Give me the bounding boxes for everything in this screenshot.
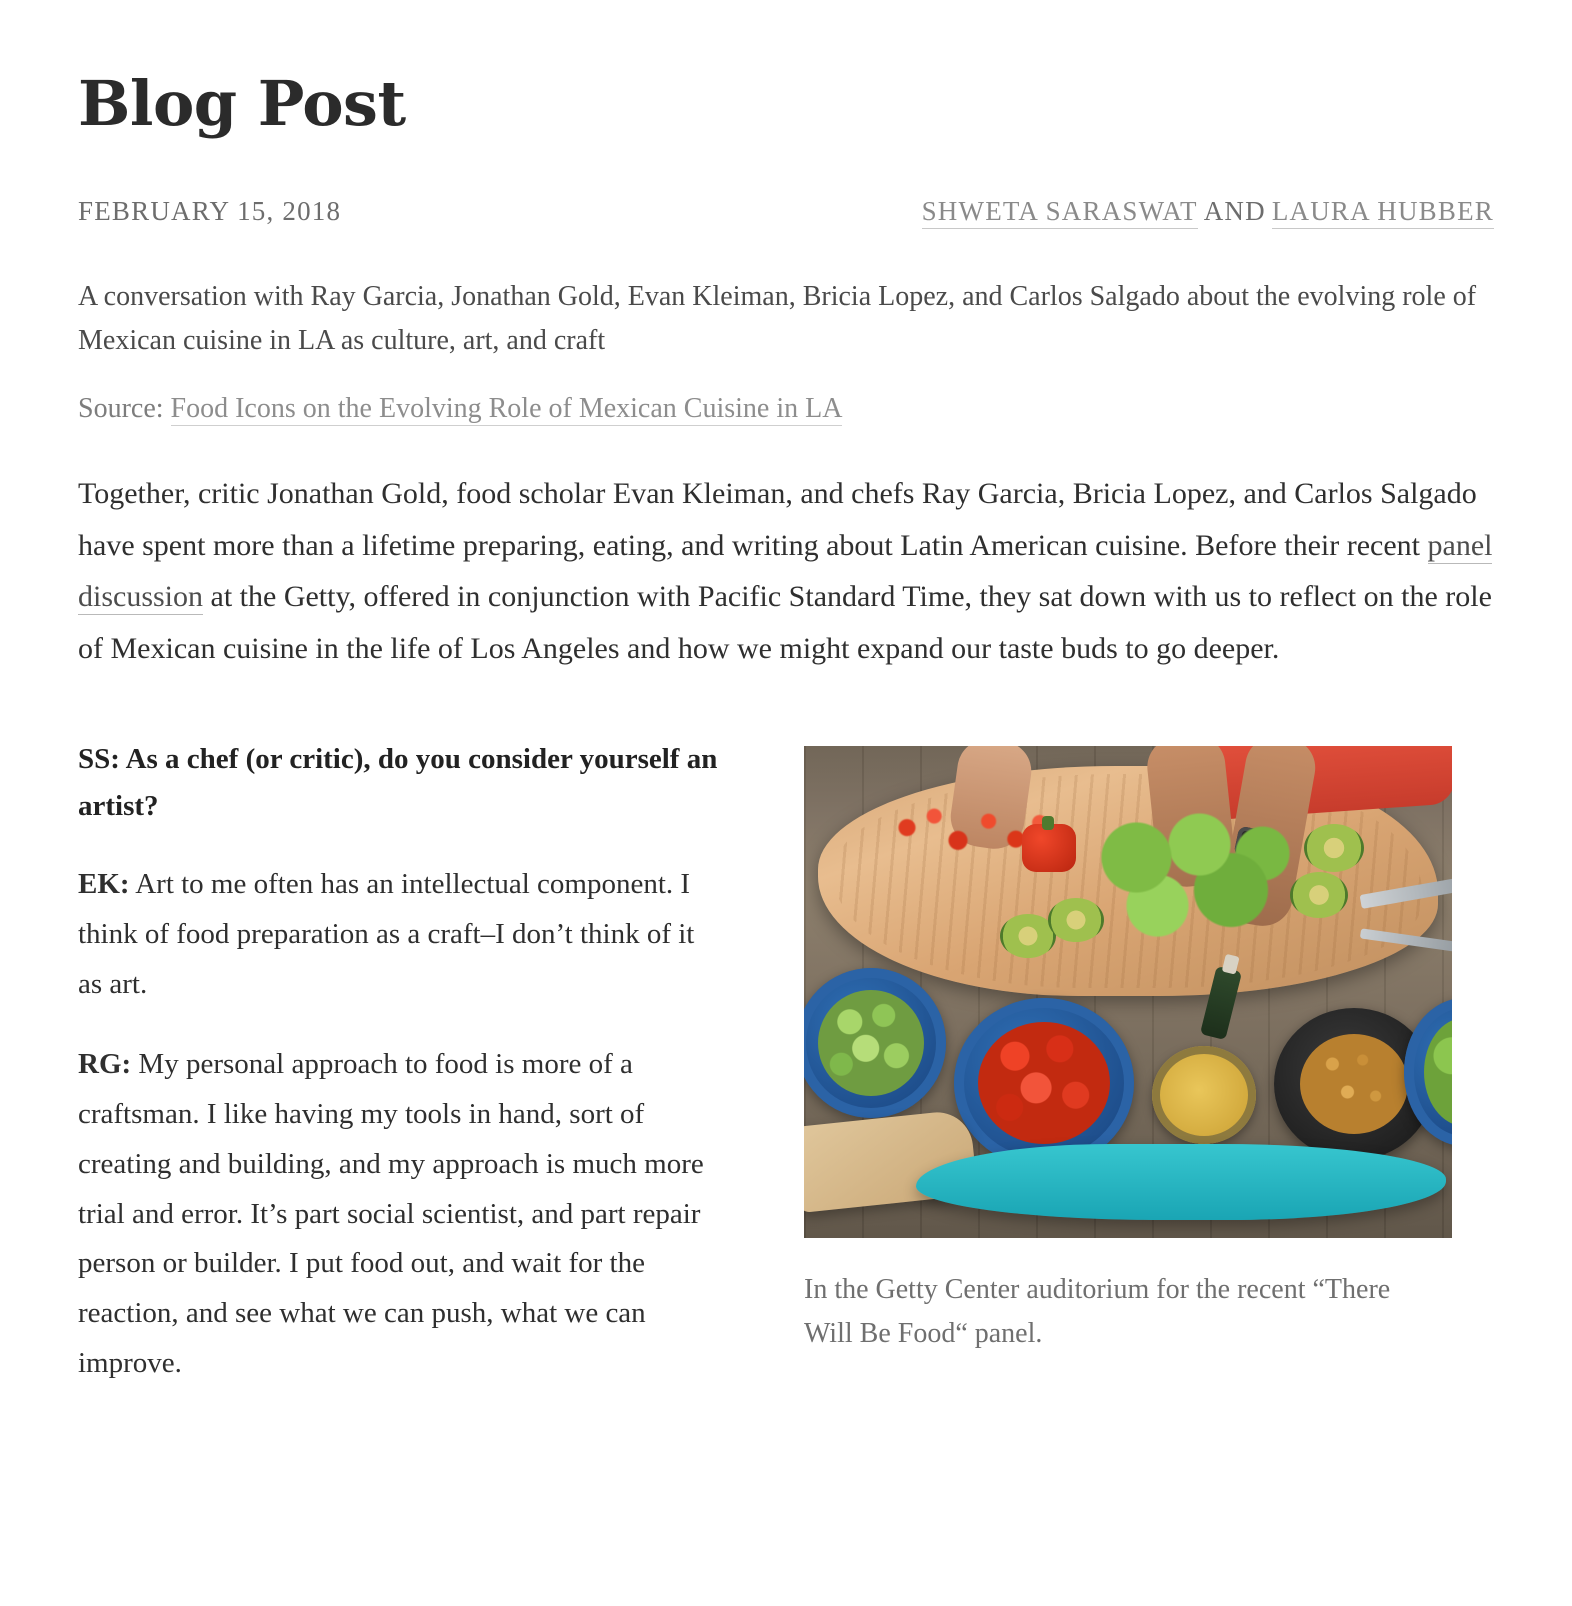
intro-text-part-2: at the Getty, offered in conjunction with Pacific Standard Time, they sat down with us to reflect on the role of Mexican cuisine in the life of Los Angeles and how we might expand our taste buds to go deeper. — [78, 580, 1492, 665]
source-label: Source: — [78, 392, 164, 424]
source-link[interactable]: Food Icons on the Evolving Role of Mexican Cuisine in LA — [170, 392, 843, 424]
bell-pepper — [1022, 824, 1076, 872]
interview-question — [78, 736, 718, 830]
publish-date: FEBRUARY 15, 2018 — [78, 196, 342, 227]
answer-text: My personal approach to food is more of a craftsman. I like having my tools in hand, sort of creating and building, and my approach is much more trial and error. It’s part social scientist, and part repair person or builder. I put food out, and wait for the reaction, and see what we can push, what we can improve. — [78, 1047, 704, 1380]
interview-answer — [78, 860, 718, 1010]
bowl-tomatoes — [954, 998, 1134, 1168]
byline-conjunction: AND — [1203, 196, 1266, 227]
answer-text: Art to me often has an intellectual component. I think of food preparation as a craft–I don’t think of it as art. — [78, 868, 695, 1001]
speaker-initials: EK: — [78, 868, 130, 901]
author-link-2[interactable]: LAURA HUBBER — [1272, 196, 1494, 229]
figure-caption: In the Getty Center auditorium for the recent “There Will Be Food“ panel. — [804, 1274, 1391, 1349]
teal-serving-board — [916, 1144, 1446, 1220]
article-dek: A conversation with Ray Garcia, Jonathan Gold, Evan Kleiman, Bricia Lopez, and Carlos Salgado about the evolving role of Mexican cuisine in LA as culture, art, and craft — [78, 281, 1477, 356]
article-body — [78, 736, 1494, 1419]
author-link-1[interactable]: SHWETA SARASWAT — [922, 196, 1198, 229]
speaker-initials: SS: — [78, 743, 120, 776]
figure-column — [804, 736, 1452, 1355]
interview-column — [78, 736, 718, 1419]
bowl-sauce — [1152, 1046, 1256, 1144]
food-preparation-photo — [804, 746, 1452, 1238]
article-figure — [804, 746, 1452, 1355]
panel-discussion-link[interactable]: panel discussion — [78, 528, 1493, 614]
article-intro — [78, 468, 1494, 674]
source-line — [78, 388, 1494, 430]
question-text: As a chef (or critic), do you consider yourself an artist? — [78, 743, 718, 823]
author-byline — [922, 196, 1494, 227]
interview-answer — [78, 1040, 718, 1389]
speaker-initials: RG: — [78, 1047, 132, 1080]
article-meta — [78, 196, 1494, 227]
intro-text-part-1: Together, critic Jonathan Gold, food scholar Evan Kleiman, and chefs Ray Garcia, Bricia Lopez, and Carlos Salgado have spent more than a lifetime preparing, eating, and writing about Latin American cuisine. Before their recent — [78, 476, 1477, 562]
lettuce-leaves — [1084, 812, 1294, 942]
page-title: Blog Post — [78, 67, 406, 140]
